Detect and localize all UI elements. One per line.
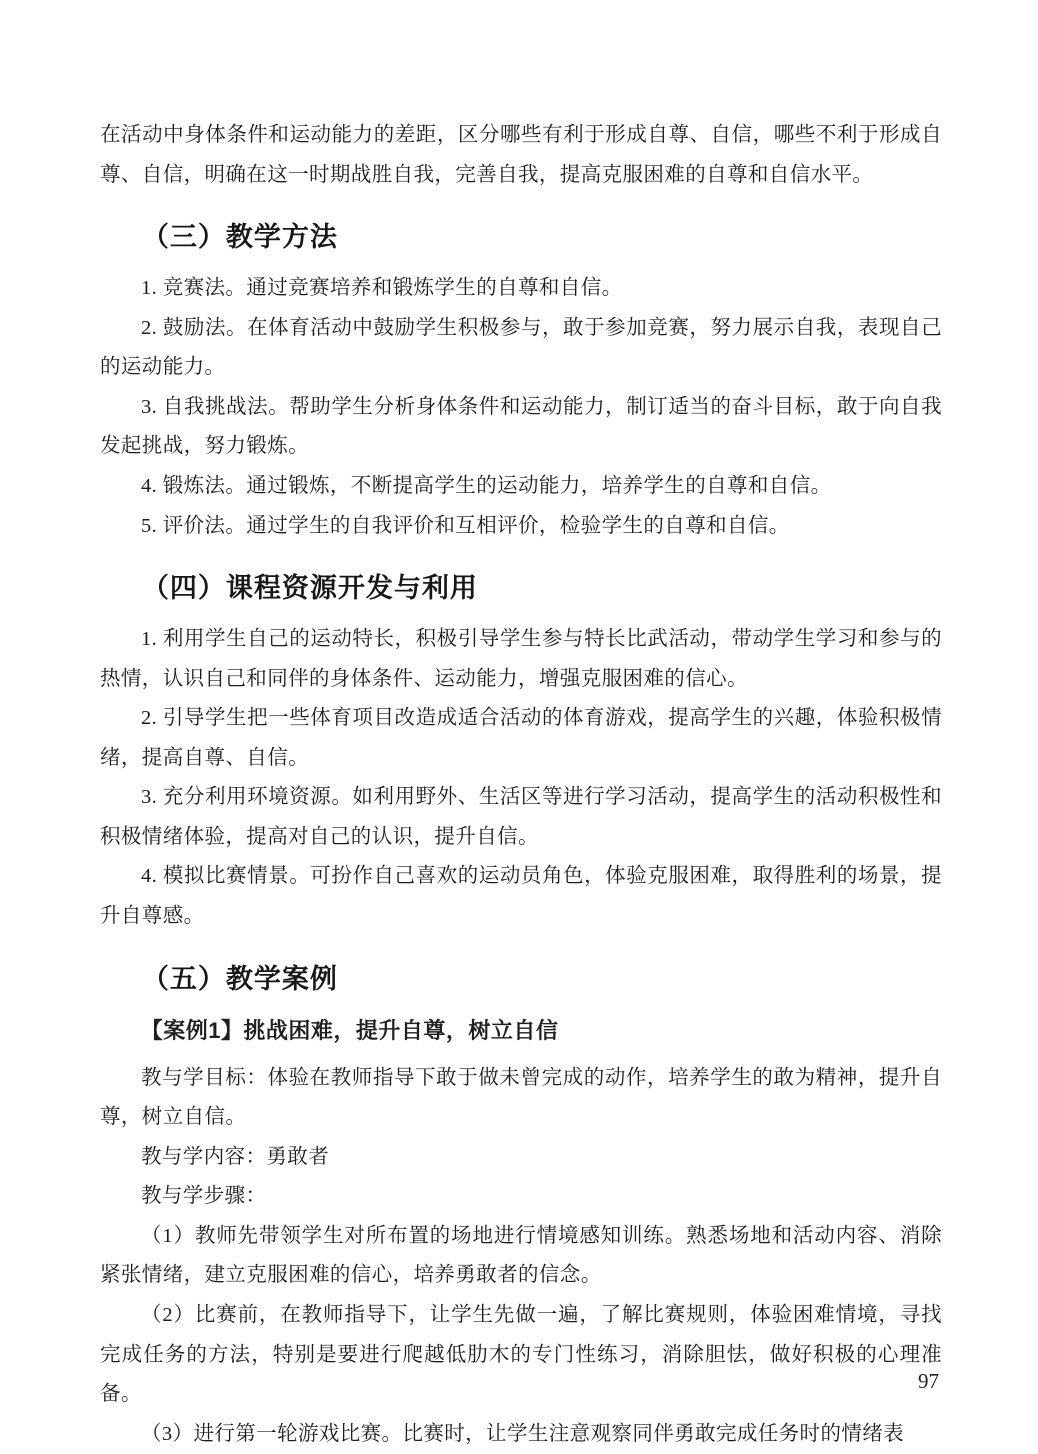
paragraph-method-4: 4. 锻炼法。通过锻炼，不断提高学生的运动能力，培养学生的自尊和自信。 <box>141 474 832 497</box>
page-number: 97 <box>918 1369 939 1393</box>
paragraph-goal: 教与学目标：体验在教师指导下敢于做未曾完成的动作，培养学生的敢为精神，提升自尊，树立自信。 <box>100 1066 942 1129</box>
case-heading-1: 【案例1】挑战困难，提升自尊，树立自信 <box>140 1017 559 1043</box>
paragraph-resource-1: 1. 利用学生自己的运动特长，积极引导学生参与特长比武活动，带动学生学习和参与的热情，认识自己和同伴的身体条件、运动能力，增强克服困难的信心。 <box>100 628 942 690</box>
section-heading-5: （五）教学案例 <box>141 963 338 994</box>
paragraph-continuation: 在活动中身体条件和运动能力的差距，区分哪些有利于形成自尊、自信，哪些不利于形成自尊、自信，明确在这一时期战胜自我，完善自我，提高克服困难的自尊和自信水平。 <box>100 124 942 186</box>
paragraph-resource-2: 2. 引导学生把一些体育项目改造成适合活动的体育游戏，提高学生的兴趣，体验积极情绪，提高自尊、自信。 <box>100 707 942 769</box>
paragraph-steps-label: 教与学步骤： <box>141 1185 267 1208</box>
paragraph-method-5: 5. 评价法。通过学生的自我评价和互相评价，检验学生的自尊和自信。 <box>141 514 790 537</box>
paragraph-content: 教与学内容：勇敢者 <box>141 1145 330 1168</box>
paragraph-resource-3: 3. 充分利用环境资源。如利用野外、生活区等进行学习活动，提高学生的活动积极性和积极情绪体验，提高对自己的认识，提升自信。 <box>100 786 942 848</box>
paragraph-step-2: （2）比赛前，在教师指导下，让学生先做一遍，了解比赛规则，体验困难情境，寻找完成任务的方法，特别是要进行爬越低肋木的专门性练习，消除胆怯，做好积极的心理准备。 <box>100 1303 942 1406</box>
paragraph-step-1: （1）教师先带领学生对所布置的场地进行情境感知训练。熟悉场地和活动内容、消除紧张情绪，建立克服困难的信心，培养勇敢者的信念。 <box>100 1224 942 1287</box>
paragraph-step-3: （3）进行第一轮游戏比赛。比赛时，让学生注意观察同伴勇敢完成任务时的情绪表 <box>141 1422 905 1445</box>
paragraph-method-1: 1. 竞赛法。通过竞赛培养和锻炼学生的自尊和自信。 <box>141 277 623 300</box>
paragraph-resource-4: 4. 模拟比赛情景。可扮作自己喜欢的运动员角色，体验克服困难，取得胜利的场景，提升自尊感。 <box>100 865 942 927</box>
page-content <box>100 116 942 1454</box>
paragraph-method-3: 3. 自我挑战法。帮助学生分析身体条件和运动能力，制订适当的奋斗目标，敢于向自我发起挑战，努力锻炼。 <box>100 395 942 458</box>
section-heading-4: （四）课程资源开发与利用 <box>141 573 478 604</box>
section-heading-3: （三）教学方法 <box>141 222 338 253</box>
paragraph-method-2: 2. 鼓励法。在体育活动中鼓励学生积极参与，敢于参加竞赛，努力展示自我，表现自己的运动能力。 <box>100 316 942 379</box>
